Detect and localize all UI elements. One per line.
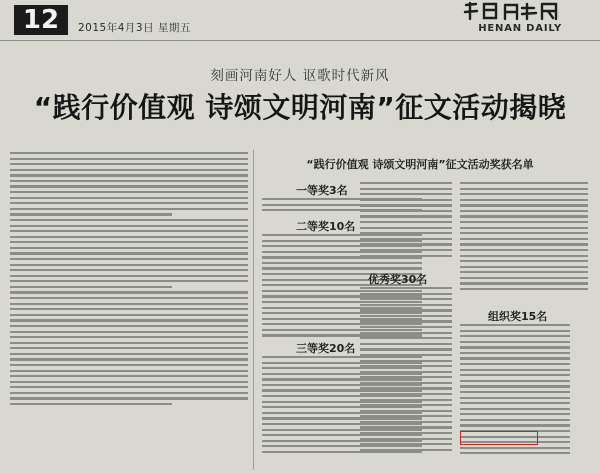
excellent-prize-heading: 优秀奖30名 bbox=[368, 273, 428, 286]
highlight-box bbox=[460, 431, 538, 445]
award-list-title: “践行价值观 诗颂文明河南”征文活动奖获名单 bbox=[306, 158, 534, 171]
column-rule bbox=[253, 150, 254, 470]
middle-award-list bbox=[360, 182, 452, 260]
organization-prize-heading: 组织奖15名 bbox=[488, 310, 548, 323]
second-prize-heading: 二等奖10名 bbox=[296, 220, 356, 233]
paper-name-english: HENAN DAILY bbox=[478, 23, 562, 34]
third-prize-heading: 三等奖20名 bbox=[296, 342, 356, 355]
article-body-text bbox=[10, 152, 248, 409]
right-award-list bbox=[460, 182, 588, 294]
article-headline: “践行价值观 诗颂文明河南”征文活动揭晓 bbox=[33, 91, 567, 124]
article-kicker: 刻画河南好人 讴歌时代新风 bbox=[210, 68, 390, 84]
henan-daily-logo bbox=[462, 1, 562, 22]
excellent-prize-list bbox=[360, 287, 452, 454]
date-line: 2015年4月3日 星期五 bbox=[78, 22, 191, 34]
masthead bbox=[0, 0, 600, 41]
page-number: 12 bbox=[14, 5, 68, 35]
first-prize-heading: 一等奖3名 bbox=[296, 184, 348, 197]
